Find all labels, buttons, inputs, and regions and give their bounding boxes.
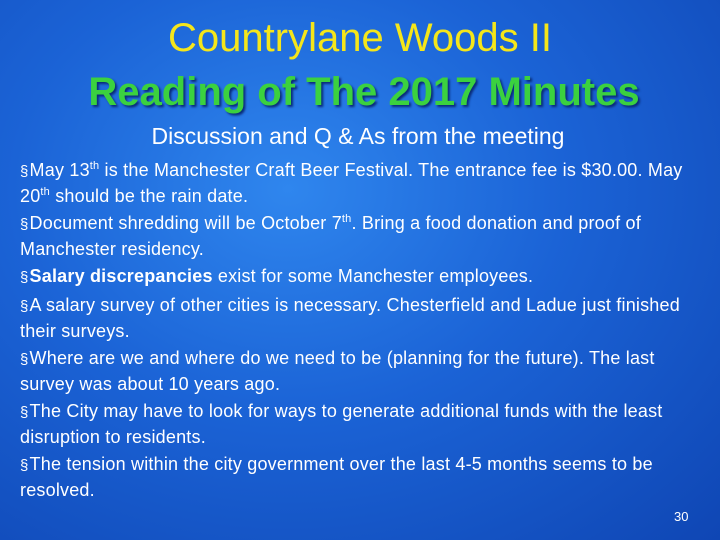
slide-title: Countrylane Woods II bbox=[168, 16, 552, 60]
bullet-list bbox=[20, 158, 700, 505]
bullet-emphasis: Salary discrepancies bbox=[29, 266, 213, 286]
bullet-item bbox=[20, 452, 700, 502]
bullet-text: May 13 bbox=[29, 160, 90, 180]
bullet-text: Where are we and where do we need to be (planning for the future). The last survey was about 10 years ago. bbox=[20, 348, 655, 394]
bullet-item bbox=[20, 211, 700, 261]
bullet-text: The City may have to look for ways to generate additional funds with the least disruption to residents. bbox=[20, 401, 663, 447]
superscript: th bbox=[341, 213, 352, 225]
bullet-icon: § bbox=[20, 351, 29, 368]
bullet-text: Document shredding will be October 7 bbox=[29, 213, 342, 233]
bullet-icon: § bbox=[20, 298, 29, 315]
bullet-item bbox=[20, 158, 700, 208]
bullet-item bbox=[20, 346, 700, 396]
superscript: th bbox=[89, 160, 100, 172]
bullet-text: The tension within the city government over the last 4-5 months seems to be resolved. bbox=[20, 454, 653, 500]
slide-heading: Reading of The 2017 Minutes bbox=[88, 70, 640, 114]
bullet-icon: § bbox=[20, 404, 29, 421]
bullet-item bbox=[20, 264, 700, 290]
bullet-icon: § bbox=[20, 216, 29, 233]
bullet-item bbox=[20, 293, 700, 343]
bullet-text: should be the rain date. bbox=[50, 186, 249, 206]
bullet-text: . Bring a food donation and proof of Manchester residency. bbox=[20, 213, 641, 259]
page-number: 30 bbox=[674, 509, 689, 524]
bullet-icon: § bbox=[20, 457, 29, 474]
superscript: th bbox=[40, 186, 50, 198]
bullet-icon: § bbox=[20, 269, 29, 286]
slide-subtitle: Discussion and Q & As from the meeting bbox=[151, 123, 565, 149]
bullet-text: exist for some Manchester employees. bbox=[212, 266, 534, 286]
bullet-text: is the Manchester Craft Beer Festival. The entrance fee is $30.00. May 20 bbox=[20, 160, 683, 206]
bullet-item bbox=[20, 399, 700, 449]
bullet-icon: § bbox=[20, 163, 29, 180]
bullet-text: A salary survey of other cities is necessary. Chesterfield and Ladue just finished their surveys. bbox=[20, 295, 680, 341]
